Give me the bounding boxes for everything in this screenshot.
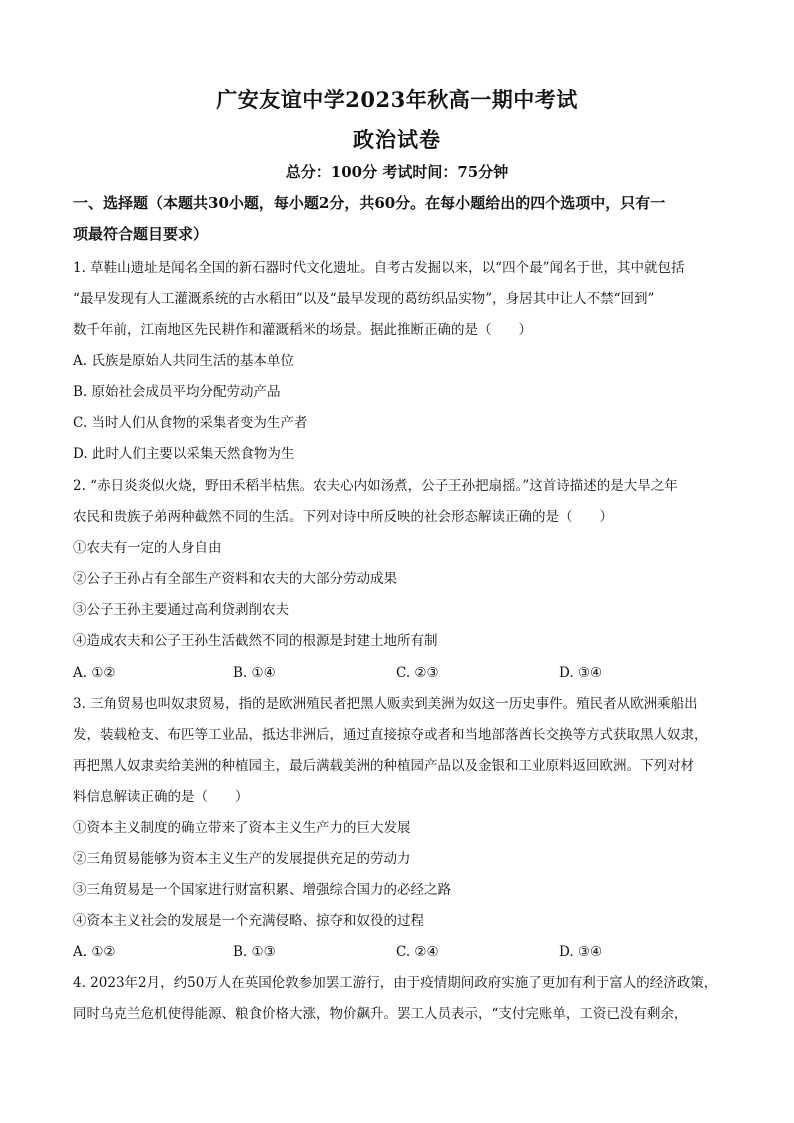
q3-statement-2: ②三角贸易能够为资本主义生产的发展提供充足的劳动力 (73, 851, 411, 867)
exam-meta: 总分：100分 考试时间：75分钟 (285, 163, 509, 181)
q3-stem-line: 再把黑人奴隶卖给美洲的种植园主，最后满载美洲的种植园产品以及金银和工业原料返回欧洲。下列对材 (73, 758, 694, 774)
q4-stem-line: 4. 2023年2月，约50万人在英国伦敦参加罢工游行，由于疫情期间政府实施了更加有利于富人的经济政策， (73, 975, 718, 991)
q2-statement-3: ③公子王孙主要通过高利贷剥削农夫 (73, 602, 289, 618)
q3-statement-1: ①资本主义制度的确立带来了资本主义生产力的巨大发展 (73, 820, 411, 836)
q2-stem-line: 农民和贵族子弟两种截然不同的生活。下列对诗中所反映的社会形态解读正确的是（ ） (73, 509, 613, 525)
q3-option-c: C. ②④ (396, 944, 439, 960)
q1-option-b: B. 原始社会成员平均分配劳动产品 (73, 384, 281, 400)
q1-option-c: C. 当时人们从食物的采集者变为生产者 (73, 415, 308, 431)
section-heading-line-2: 项最符合题目要求） (73, 225, 209, 243)
q2-option-c: C. ②③ (396, 665, 439, 681)
q2-statement-2: ②公子王孙占有全部生产资料和农夫的大部分劳动成果 (73, 571, 397, 587)
q2-statement-1: ①农夫有一定的人身自由 (73, 540, 222, 556)
q3-stem-line: 3. 三角贸易也叫奴隶贸易，指的是欧洲殖民者把黑人贩卖到美洲为奴这一历史事件。殖民者从欧洲乘船出 (73, 696, 698, 712)
q1-stem-line: “最早发现有人工灌溉系统的古水稻田”以及“最早发现的葛纺织品实物”，身居其中让人不禁“回到” (73, 291, 655, 307)
exam-subtitle: 政治试卷 (353, 127, 441, 152)
q3-option-d: D. ③④ (559, 944, 603, 960)
q3-stem-line: 发，装载枪支、布匹等工业品，抵达非洲后，通过直接掠夺或者和当地部落酋长交换等方式获取黑人奴隶， (73, 727, 708, 743)
q3-statement-4: ④资本主义社会的发展是一个充满侵略、掠夺和奴役的过程 (73, 913, 424, 929)
q2-option-d: D. ③④ (559, 665, 603, 681)
q1-option-d: D. 此时人们主要以采集天然食物为生 (73, 446, 295, 462)
exam-title: 广安友谊中学2023年秋高一期中考试 (216, 87, 578, 112)
q1-option-a: A. 氏族是原始人共同生活的基本单位 (73, 353, 294, 369)
q3-statement-3: ③三角贸易是一个国家进行财富积累、增强综合国力的必经之路 (73, 882, 451, 898)
q4-stem-line: 同时乌克兰危机使得能源、粮食价格大涨，物价飙升。罢工人员表示，“支付完账单，工资已没有剩余， (73, 1006, 688, 1022)
q3-stem-line: 料信息解读正确的是（ ） (73, 789, 249, 805)
q3-option-a: A. ①② (73, 944, 116, 960)
q3-option-b: B. ①③ (233, 944, 276, 960)
q2-option-b: B. ①④ (233, 665, 276, 681)
section-heading-line-1: 一、选择题（本题共30小题，每小题2分，共60分。在每小题给出的四个选项中，只有一 (73, 194, 666, 212)
q2-stem-line: 2. “赤日炎炎似火烧，野田禾稻半枯焦。农夫心内如汤煮，公子王孙把扇摇。”这首诗描述的是大旱之年 (73, 478, 678, 494)
q1-stem-line: 数千年前，江南地区先民耕作和灌溉稻米的场景。据此推断正确的是（ ） (73, 322, 532, 338)
q1-stem-line: 1. 草鞋山遗址是闻名全国的新石器时代文化遗址。自考古发掘以来，以“四个最”闻名于世，其中就包括 (73, 260, 685, 276)
q2-option-a: A. ①② (73, 665, 116, 681)
q2-statement-4: ④造成农夫和公子王孙生活截然不同的根源是封建土地所有制 (73, 633, 438, 649)
